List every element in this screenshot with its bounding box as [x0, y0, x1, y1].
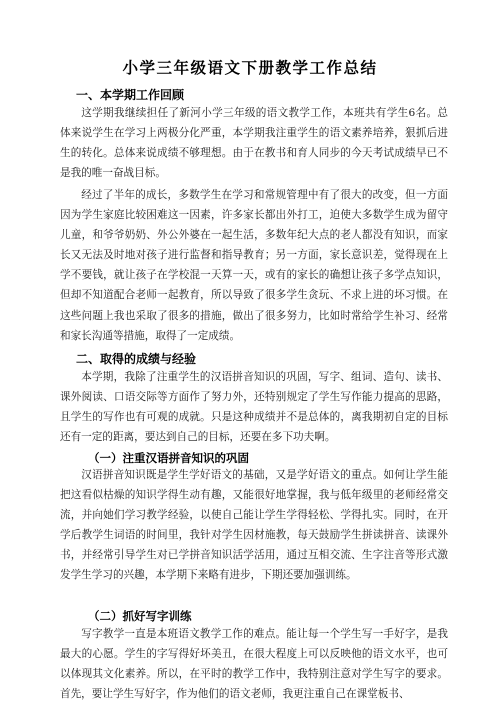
paragraph-writing: 写字教学一直是本班语文教学工作的难点。能让每一个学生写一手好字，是我最大的心愿。学生的字写得好坏美丑，在很大程度上可以反映他的语文水平，也可以体现其文化素养。所以，在平时的教学工作中，我特别注意对学生写字的要求。首先，要让学生写好字，作为他们的语文老师，我更注重自己在课堂板书、: [60, 628, 448, 701]
subsection-heading-pinyin: （一）注重汉语拼音知识的巩固: [88, 451, 249, 465]
section-heading-achievements: 二、取得的成绩与经验: [76, 352, 197, 366]
paragraph-review-details: 经过了半年的成长，多数学生在学习和常规管理中有了很大的改变，但一方面因为学生家庭比较困难这一因素，许多家长都出外打工，迫使大多数学生成为留守儿童，和爷爷奶奶、外公外婆在一起生活，多数年纪大点的老人都没有知识，而家长又无法及时地对孩子进行监督和指导教育；另一方面，家长意识差，觉得现在上学不要钱，就让孩子在学校混一天算一天，或有的家长的确想让孩子多学点知识，但却不知道配合老师一起教育，所以导致了很多学生贪玩、不求上进的坏习惯。在这些问题上我也采取了很多的措施，做出了很多努力，比如时常给学生补习、经常和家长沟通等措施，取得了一定成绩。: [60, 189, 448, 342]
document-title: 小学三年级语文下册教学工作总结: [122, 59, 378, 77]
paragraph-achievements: 本学期，我除了注重学生的汉语拼音知识的巩固，写字、组词、造句、读书、课外阅读、口语交际等方面作了努力外，还特别规定了学生写作能力提高的思路，且学生的写作也有可观的成就。只是这种成绩并不是总体的，离我期初自定的目标还有一定的距离，要达到自己的目标，还要在多下功夫啊。: [60, 371, 448, 444]
section-heading-review: 一、本学期工作回顾: [76, 88, 185, 102]
subsection-heading-writing: （二）抓好写字训练: [88, 609, 192, 623]
paragraph-pinyin: 汉语拼音知识既是学生学好语文的基础，又是学好语文的重点。如何让学生能把这看似枯燥的知识学得生动有趣，又能很好地掌握，我与低年级里的老师经常交流，并向她们学习教学经验，以使自己能让学生学得轻松、学得扎实。同时，在开学后教学生词语的时间里，我针对学生因材施教，每天鼓励学生拼读拼音、读课外书，并经常引导学生对已学拼音知识活学活用，通过互相交流、生字注音等形式激发学生学习的兴趣，本学期下来略有进步，下期还要加强训练。: [60, 469, 448, 582]
paragraph-review-intro: 这学期我继续担任了新河小学三年级的语文教学工作，本班共有学生6名。总体来说学生在学习上两极分化严重，本学期我注重学生的语文素养培养，狠抓后进生的转化。总体来说成绩不够理想。由于在教书和育人同步的今天考试成绩早已不是我的唯一奋战目标。: [60, 107, 448, 180]
